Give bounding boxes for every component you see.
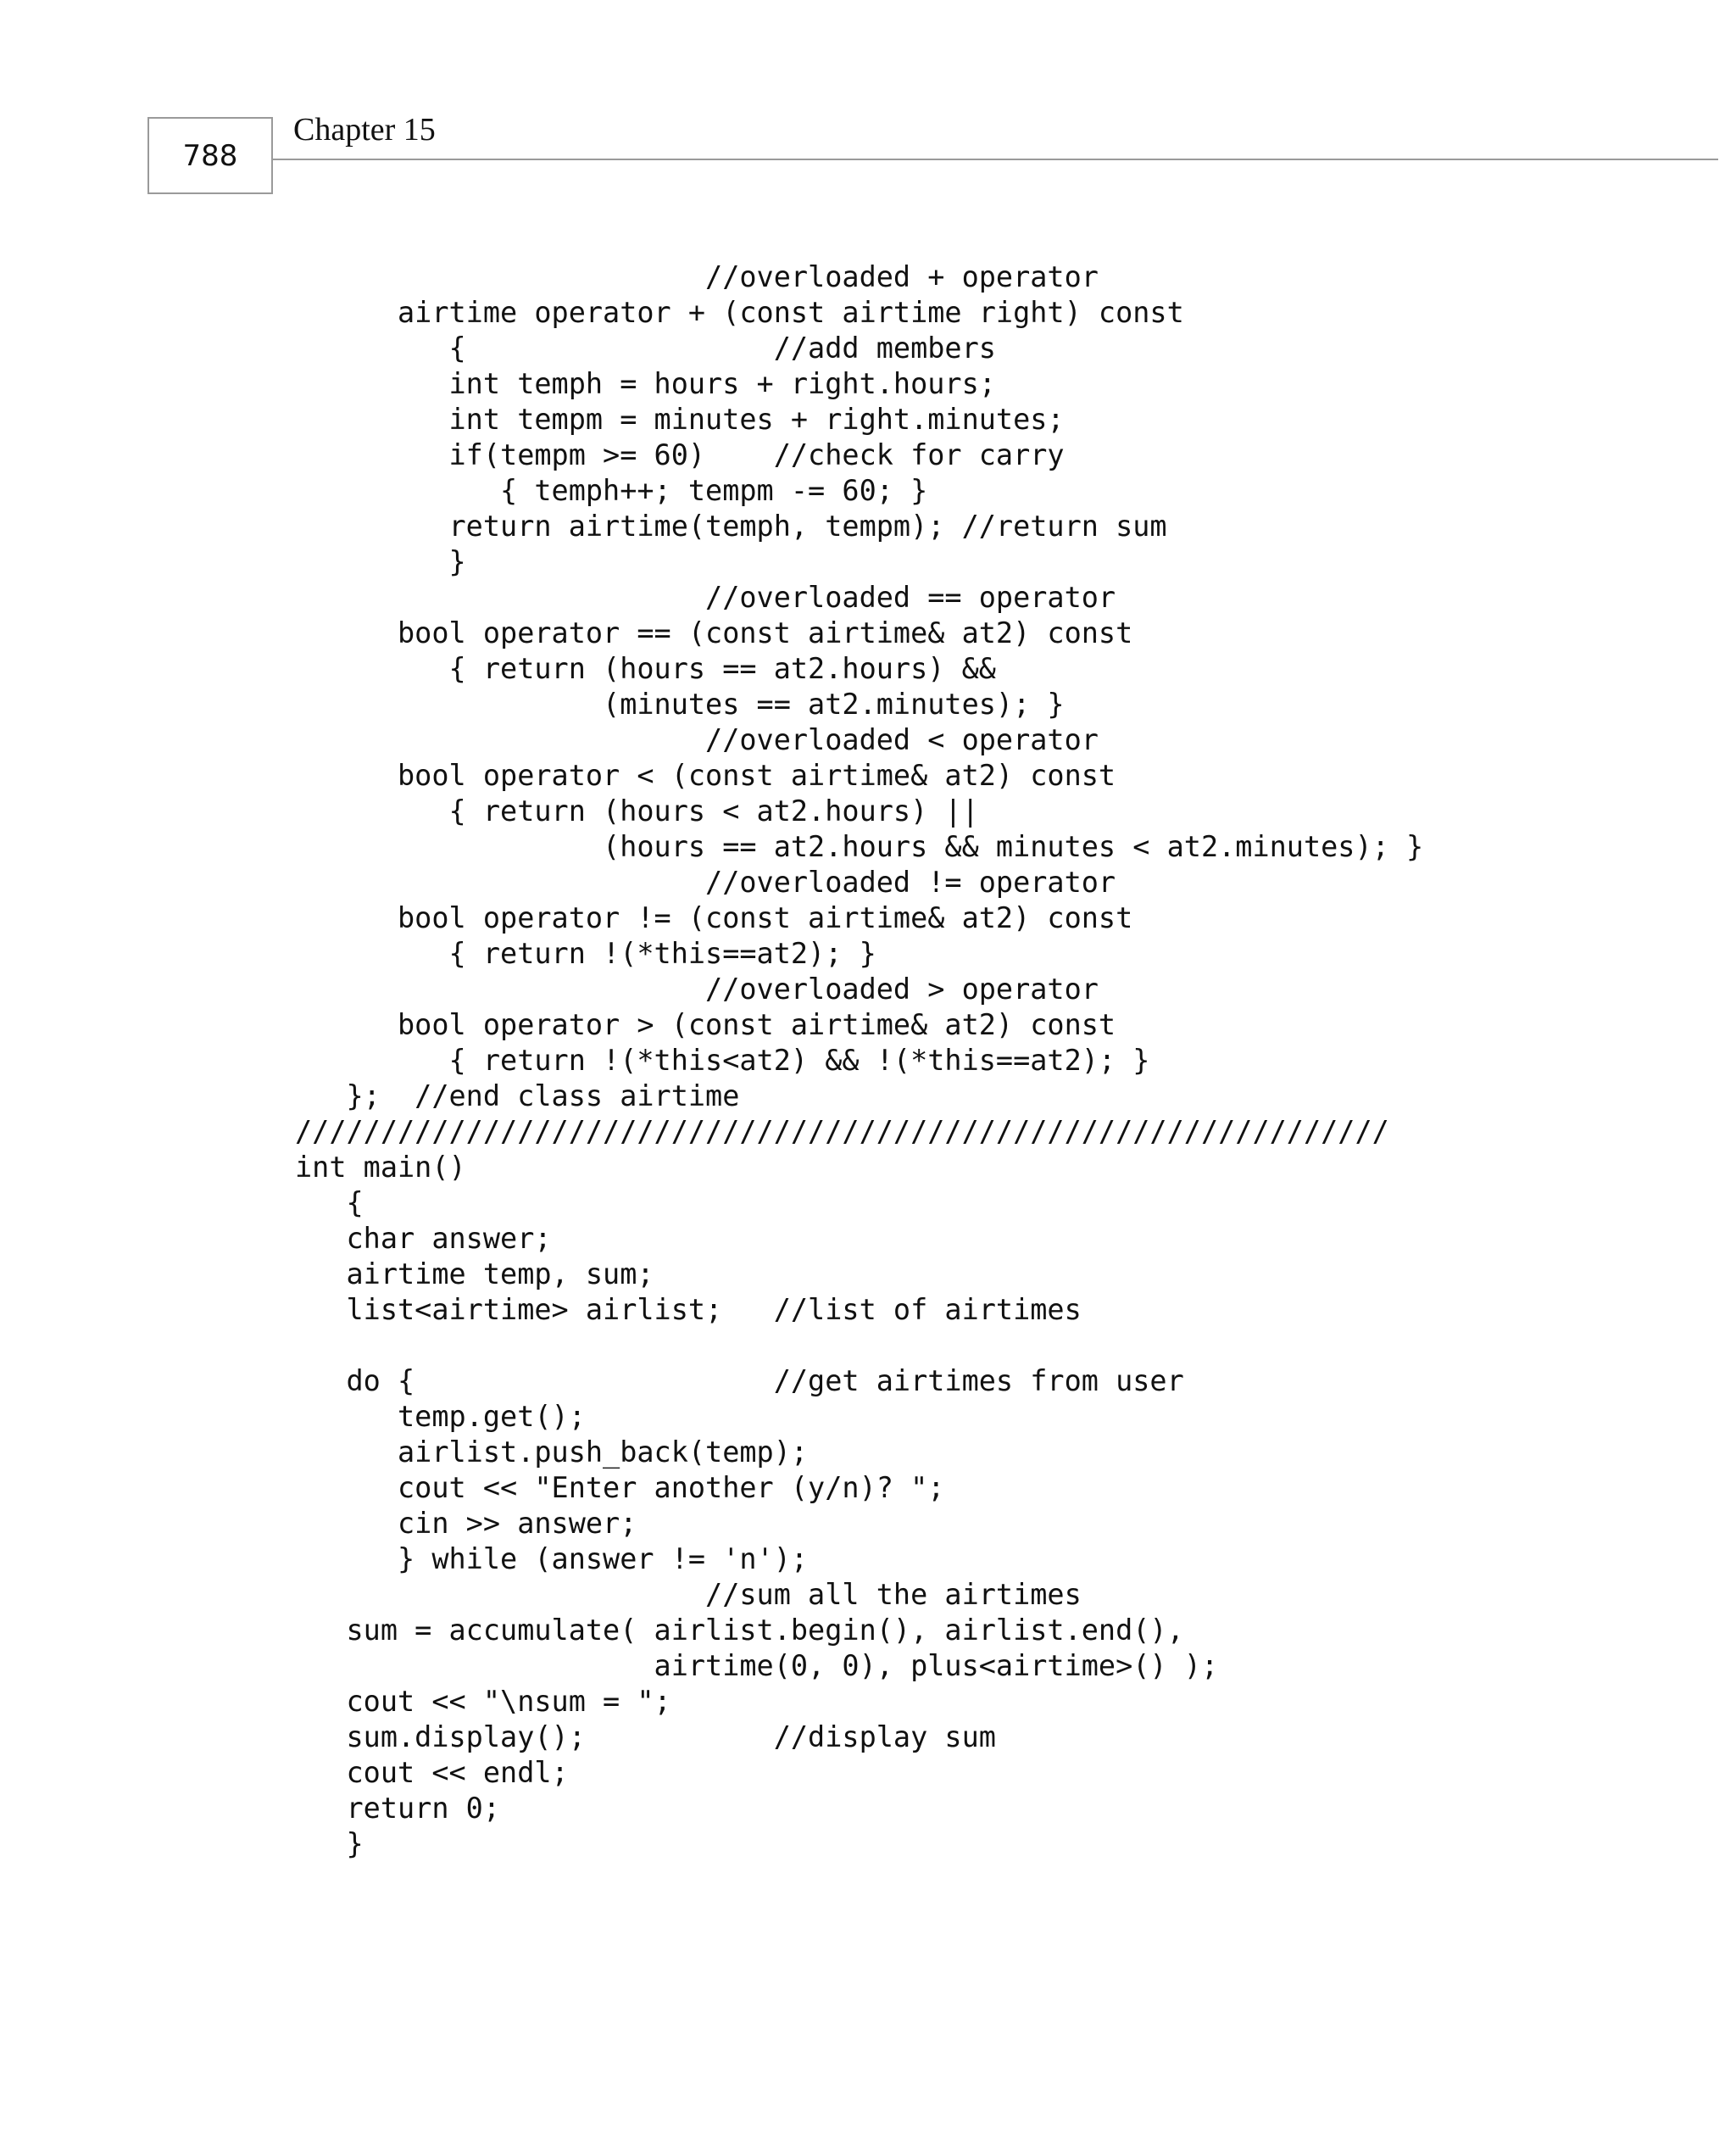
code-line: { return (hours < at2.hours) || xyxy=(295,794,979,828)
code-line: { return !(*this<at2) && !(*this==at2); } xyxy=(295,1044,1150,1077)
code-line: } while (answer != 'n'); xyxy=(295,1542,809,1575)
code-line: bool operator != (const airtime& at2) const xyxy=(295,901,1133,934)
code-line: { xyxy=(295,1186,364,1219)
chapter-title: Chapter 15 xyxy=(293,112,436,148)
code-line: { return (hours == at2.hours) && xyxy=(295,652,996,685)
page-number-box xyxy=(147,117,273,194)
code-line: return 0; xyxy=(295,1792,501,1825)
code-line: { //add members xyxy=(295,332,996,365)
code-line: list<airtime> airlist; //list of airtimes xyxy=(295,1293,1082,1326)
code-line xyxy=(295,1328,1423,1363)
code-line: bool operator == (const airtime& at2) const xyxy=(295,616,1133,649)
code-line: airlist.push_back(temp); xyxy=(295,1435,809,1469)
code-line: (hours == at2.hours && minutes < at2.minutes); } xyxy=(295,830,1424,863)
code-line: cout << "Enter another (y/n)? "; xyxy=(295,1471,945,1504)
code-line: //////////////////////////////////////////////////////////////// xyxy=(295,1115,1389,1148)
code-line: //overloaded + operator xyxy=(295,260,1099,293)
code-line: cout << endl; xyxy=(295,1756,569,1789)
code-line: return airtime(temph, tempm); //return sum xyxy=(295,510,1167,543)
code-line: char answer; xyxy=(295,1222,552,1255)
code-line: bool operator < (const airtime& at2) const xyxy=(295,759,1116,792)
code-line: //overloaded == operator xyxy=(295,581,1116,614)
code-line: } xyxy=(295,1827,364,1860)
code-line: } xyxy=(295,545,466,578)
code-line: int tempm = minutes + right.minutes; xyxy=(295,403,1065,436)
code-line: if(tempm >= 60) //check for carry xyxy=(295,438,1065,471)
code-listing xyxy=(295,259,1423,1862)
page-number: 788 xyxy=(182,138,238,173)
code-line: temp.get(); xyxy=(295,1400,586,1433)
code-line: do { //get airtimes from user xyxy=(295,1364,1184,1397)
code-line: airtime(0, 0), plus<airtime>() ); xyxy=(295,1649,1219,1682)
code-line: sum.display(); //display sum xyxy=(295,1720,996,1753)
code-line: //overloaded < operator xyxy=(295,723,1099,756)
code-line: int temph = hours + right.hours; xyxy=(295,367,996,400)
code-line: }; //end class airtime xyxy=(295,1079,740,1112)
code-line: airtime temp, sum; xyxy=(295,1257,654,1290)
code-line: { return !(*this==at2); } xyxy=(295,937,876,970)
code-line: //overloaded != operator xyxy=(295,866,1116,899)
code-line: //sum all the airtimes xyxy=(295,1578,1082,1611)
code-line: { temph++; tempm -= 60; } xyxy=(295,474,928,507)
code-line: sum = accumulate( airlist.begin(), airlist.end(), xyxy=(295,1614,1184,1647)
code-line: cin >> answer; xyxy=(295,1507,637,1540)
header-rule xyxy=(273,159,1718,160)
code-line: bool operator > (const airtime& at2) const xyxy=(295,1008,1116,1041)
code-line: cout << "\nsum = "; xyxy=(295,1685,671,1718)
code-line: (minutes == at2.minutes); } xyxy=(295,688,1065,721)
code-line: //overloaded > operator xyxy=(295,973,1099,1006)
code-line: airtime operator + (const airtime right) const xyxy=(295,296,1184,329)
code-line: int main() xyxy=(295,1151,466,1184)
